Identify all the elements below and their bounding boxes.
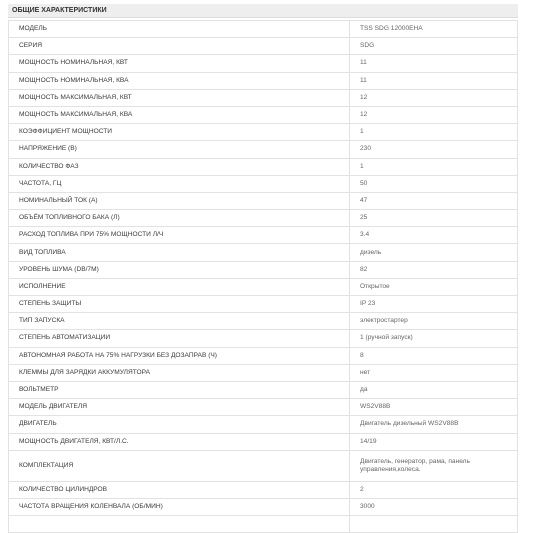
spec-value: Двигатель, генератор, рама, панель управления,колеса. <box>350 450 518 481</box>
spec-value: 11 <box>350 55 518 72</box>
spec-value: 8 <box>350 347 518 364</box>
spec-value: WS2V88B <box>350 399 518 416</box>
spec-key: КОЛИЧЕСТВО ЦИЛИНДРОВ <box>9 481 350 498</box>
spec-value: электростартер <box>350 313 518 330</box>
spec-row <box>9 347 518 364</box>
spec-value: 47 <box>350 192 518 209</box>
spec-value: Открытое <box>350 278 518 295</box>
spec-value <box>350 516 518 533</box>
spec-key: МОДЕЛЬ <box>9 21 350 38</box>
spec-row <box>9 72 518 89</box>
spec-key: УРОВЕНЬ ШУМА (DB/7M) <box>9 261 350 278</box>
spec-value: TSS SDG 12000EHA <box>350 21 518 38</box>
spec-row <box>9 141 518 158</box>
spec-row <box>9 364 518 381</box>
spec-row <box>9 227 518 244</box>
spec-key: НАПРЯЖЕНИЕ (В) <box>9 141 350 158</box>
spec-key: МОЩНОСТЬ НОМИНАЛЬНАЯ, КВА <box>9 72 350 89</box>
spec-value: 14/19 <box>350 433 518 450</box>
spec-value: 230 <box>350 141 518 158</box>
spec-key: МОДЕЛЬ ДВИГАТЕЛЯ <box>9 399 350 416</box>
spec-row <box>9 21 518 38</box>
spec-value: дизель <box>350 244 518 261</box>
spec-row <box>9 516 518 533</box>
spec-row <box>9 106 518 123</box>
spec-key: АВТОНОМНАЯ РАБОТА НА 75% НАГРУЗКИ БЕЗ ДОЗАПРАВ (Ч) <box>9 347 350 364</box>
spec-key: ЧАСТОТА, ГЦ <box>9 175 350 192</box>
spec-row <box>9 296 518 313</box>
spec-key: ВОЛЬТМЕТР <box>9 381 350 398</box>
spec-value: нет <box>350 364 518 381</box>
spec-row <box>9 55 518 72</box>
spec-row <box>9 381 518 398</box>
spec-value: 1 (ручной запуск) <box>350 330 518 347</box>
spec-value: 82 <box>350 261 518 278</box>
spec-key: ИСПОЛНЕНИЕ <box>9 278 350 295</box>
spec-row <box>9 498 518 515</box>
spec-row <box>9 399 518 416</box>
spec-key: МОЩНОСТЬ ДВИГАТЕЛЯ, КВТ/Л.С. <box>9 433 350 450</box>
spec-value: Двигатель дизельный WS2V88B <box>350 416 518 433</box>
spec-value: 50 <box>350 175 518 192</box>
spec-value: 11 <box>350 72 518 89</box>
spec-value: 1 <box>350 124 518 141</box>
spec-key: МОЩНОСТЬ МАКСИМАЛЬНАЯ, КВА <box>9 106 350 123</box>
spec-row <box>9 192 518 209</box>
spec-value: 2 <box>350 481 518 498</box>
spec-row <box>9 450 518 481</box>
spec-row <box>9 124 518 141</box>
spec-value: 1 <box>350 158 518 175</box>
spec-value: 12 <box>350 89 518 106</box>
specs-table <box>8 20 518 533</box>
spec-row <box>9 175 518 192</box>
spec-row <box>9 89 518 106</box>
spec-row <box>9 433 518 450</box>
spec-value: 25 <box>350 210 518 227</box>
spec-key: КОМПЛЕКТАЦИЯ <box>9 450 350 481</box>
spec-value: 12 <box>350 106 518 123</box>
spec-key: КОЛИЧЕСТВО ФАЗ <box>9 158 350 175</box>
spec-value: да <box>350 381 518 398</box>
spec-key: ОБЪЁМ ТОПЛИВНОГО БАКА (Л) <box>9 210 350 227</box>
spec-value: SDG <box>350 38 518 55</box>
spec-key: МОЩНОСТЬ НОМИНАЛЬНАЯ, КВТ <box>9 55 350 72</box>
spec-key: ЧАСТОТА ВРАЩЕНИЯ КОЛЕНВАЛА (ОБ/МИН) <box>9 498 350 515</box>
spec-row <box>9 313 518 330</box>
spec-key: СЕРИЯ <box>9 38 350 55</box>
spec-row <box>9 278 518 295</box>
spec-key: ДВИГАТЕЛЬ <box>9 416 350 433</box>
spec-key <box>9 516 350 533</box>
spec-row <box>9 244 518 261</box>
spec-key: РАСХОД ТОПЛИВА ПРИ 75% МОЩНОСТИ Л/Ч <box>9 227 350 244</box>
spec-row <box>9 330 518 347</box>
spec-row <box>9 158 518 175</box>
spec-key: НОМИНАЛЬНЫЙ ТОК (А) <box>9 192 350 209</box>
spec-key: КЛЕММЫ ДЛЯ ЗАРЯДКИ АККУМУЛЯТОРА <box>9 364 350 381</box>
spec-value: 3000 <box>350 498 518 515</box>
spec-row <box>9 210 518 227</box>
spec-row <box>9 38 518 55</box>
spec-row <box>9 481 518 498</box>
spec-key: ТИП ЗАПУСКА <box>9 313 350 330</box>
spec-key: СТЕПЕНЬ АВТОМАТИЗАЦИИ <box>9 330 350 347</box>
specs-panel <box>8 4 518 533</box>
spec-key: КОЭФФИЦИЕНТ МОЩНОСТИ <box>9 124 350 141</box>
spec-key: СТЕПЕНЬ ЗАЩИТЫ <box>9 296 350 313</box>
spec-value: 3.4 <box>350 227 518 244</box>
spec-row <box>9 416 518 433</box>
spec-value: IP 23 <box>350 296 518 313</box>
spec-key: ВИД ТОПЛИВА <box>9 244 350 261</box>
spec-key: МОЩНОСТЬ МАКСИМАЛЬНАЯ, КВТ <box>9 89 350 106</box>
section-title: ОБЩИЕ ХАРАКТЕРИСТИКИ <box>8 4 518 18</box>
spec-row <box>9 261 518 278</box>
